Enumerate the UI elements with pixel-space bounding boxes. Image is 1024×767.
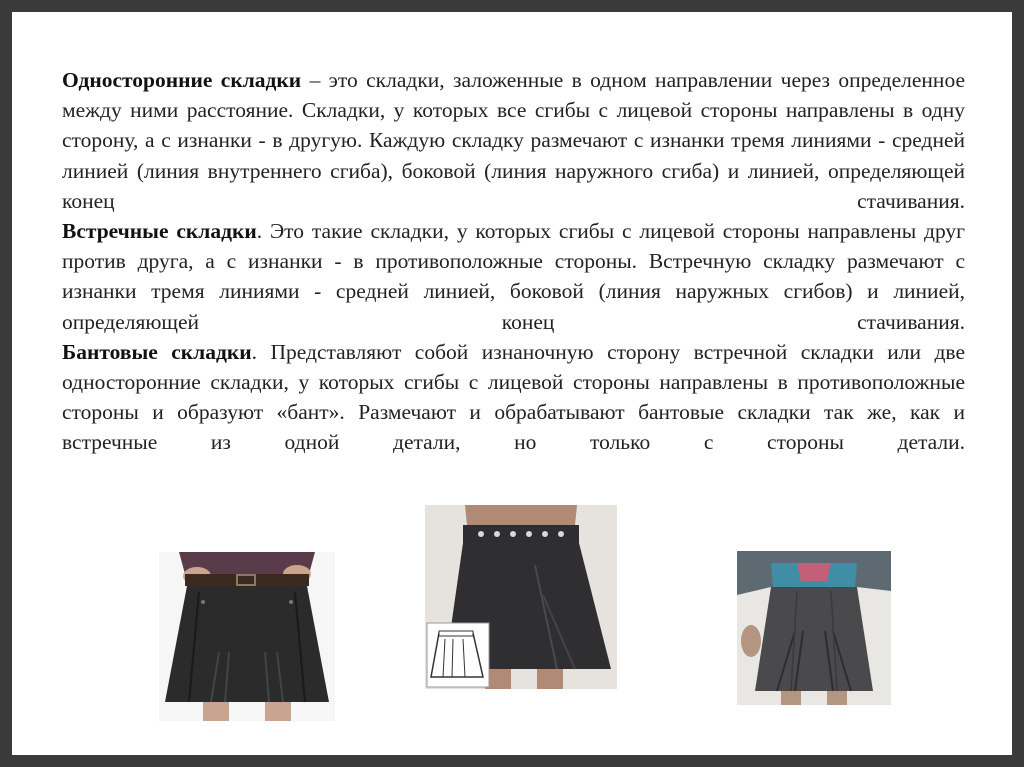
paragraph-bow-pleats bbox=[62, 337, 965, 458]
skirt-illustration-center bbox=[425, 505, 617, 689]
term-bow-pleats: Бантовые складки bbox=[62, 339, 252, 364]
term-one-sided-pleats: Односторонние складки bbox=[62, 68, 302, 92]
term-counter-pleats: Встречные складки bbox=[62, 219, 257, 244]
text-body bbox=[62, 65, 965, 458]
text-bow-pleats-tail: стороны детали. bbox=[767, 430, 966, 455]
photo-skirt-one-sided-pleats bbox=[159, 552, 335, 721]
skirt-illustration-right bbox=[737, 551, 891, 705]
slide bbox=[12, 12, 1012, 755]
text-counter-pleats: . Это такие складки, у которых сгибы с лицевой стороны направлены друг против друга, а с изнанки - в противоположные стороны. Встречную складку размечают с изнанки тремя линиями - средней линией, боковой (линия наружных сгибов) и линией, определяющей конец стачивания. bbox=[62, 219, 965, 334]
paragraph-one-sided-pleats bbox=[62, 65, 965, 216]
skirt-illustration-left bbox=[159, 552, 335, 721]
paragraph-counter-pleats bbox=[62, 216, 965, 337]
text-one-sided-pleats: – это складки, заложенные в одном направлении через определенное между ними расстояние. Складки, у которых все сгибы с лицевой стороны направлены в одну сторону, а с изнанки - в другую. Каждую складку размечают с изнанки тремя линиями - средней линией (линия внутреннего сгиба), боковой (линия наружного сгиба) и линией, определяющей конец стачивания. bbox=[62, 68, 965, 213]
photo-skirt-counter-pleats bbox=[425, 505, 617, 689]
photo-skirt-bow-pleats bbox=[737, 551, 891, 705]
text-bow-pleats: . Представляют собой изнаночную сторону встречной складки или две односторонние складки, у которых сгибы с лицевой стороны направлены в противоположные стороны и образуют «бант». Размечают и обрабатывают бантовые складки так же, как и встречные из одной детали, но только с bbox=[62, 339, 965, 455]
